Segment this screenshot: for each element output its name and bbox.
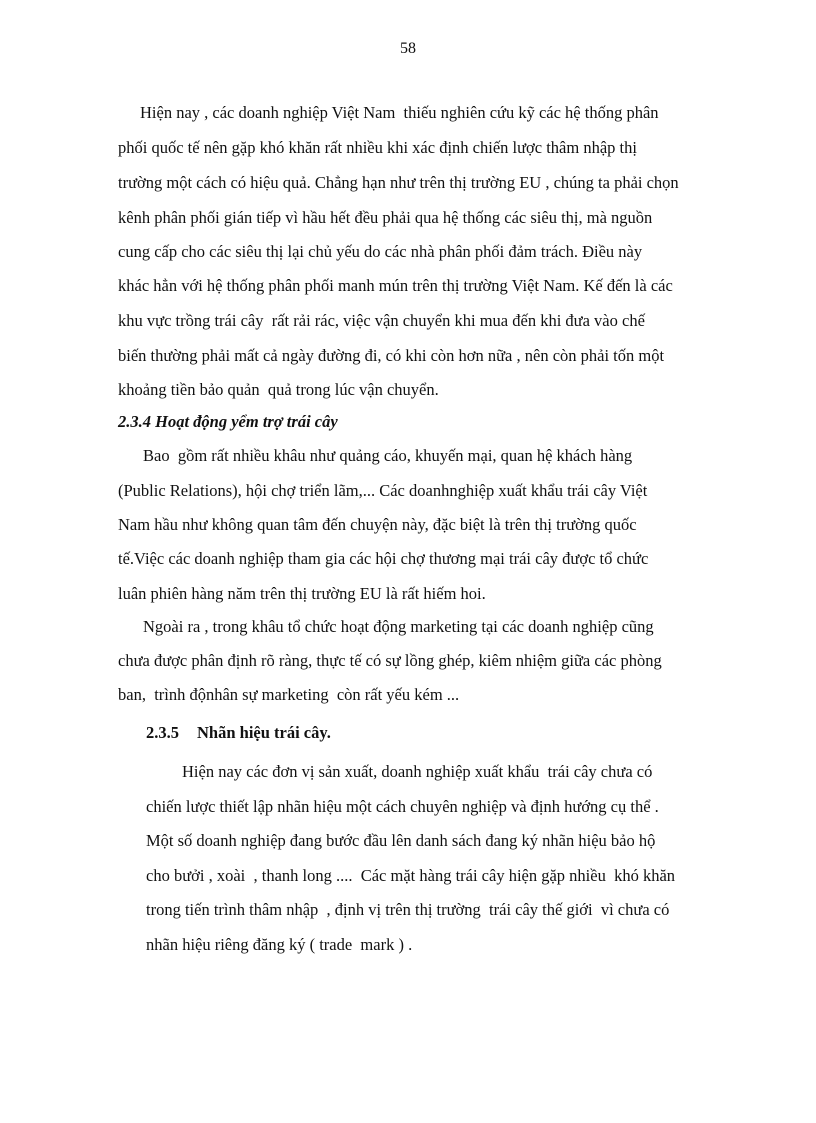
paragraph-1-line: phối quốc tế nên gặp khó khăn rất nhiều khi xác định chiến lược thâm nhập thị	[118, 138, 637, 157]
paragraph-1-line: trường một cách có hiệu quả. Chẳng hạn như trên thị trường EU , chúng ta phải chọn	[118, 173, 679, 192]
section-title: Nhãn hiệu trái cây.	[197, 723, 331, 742]
paragraph-4-line: chiến lược thiết lập nhãn hiệu một cách chuyên nghiệp và định hướng cụ thể .	[146, 797, 659, 816]
paragraph-2-line: tế.Việc các doanh nghiệp tham gia các hội chợ thương mại trái cây được tổ chức	[118, 549, 649, 568]
paragraph-1-line: Hiện nay , các doanh nghiệp Việt Nam thiếu nghiên cứu kỹ các hệ thống phân	[140, 103, 659, 122]
paragraph-4-line: Hiện nay các đơn vị sản xuất, doanh nghiệp xuất khẩu trái cây chưa có	[182, 762, 653, 781]
paragraph-1-line: kênh phân phối gián tiếp vì hầu hết đều phải qua hệ thống các siêu thị, mà nguồn	[118, 208, 653, 227]
paragraph-4-line: trong tiến trình thâm nhập , định vị trên thị trường trái cây thế giới vì chưa có	[146, 900, 670, 919]
paragraph-4-line: Một số doanh nghiệp đang bước đầu lên danh sách đang ký nhãn hiệu bảo hộ	[146, 831, 656, 850]
paragraph-2-line: Nam hầu như không quan tâm đến chuyện này, đặc biệt là trên thị trường quốc	[118, 515, 637, 534]
paragraph-2-line: Bao gồm rất nhiều khâu như quảng cáo, khuyến mại, quan hệ khách hàng	[143, 446, 633, 465]
paragraph-1-line: khoảng tiền bảo quản quả trong lúc vận chuyển.	[118, 380, 439, 399]
section-number: 2.3.5	[146, 723, 179, 742]
paragraph-3-line: chưa được phân định rõ ràng, thực tế có sự lồng ghép, kiêm nhiệm giữa các phòng	[118, 651, 662, 670]
paragraph-3-line: Ngoài ra , trong khâu tổ chức hoạt động marketing tại các doanh nghiệp cũng	[143, 617, 654, 636]
section-heading-2-3-4: 2.3.4 Hoạt động yểm trợ trái cây	[118, 412, 338, 431]
paragraph-2-line: luân phiên hàng năm trên thị trường EU là rất hiếm hoi.	[118, 584, 486, 603]
paragraph-1-line: khác hẳn với hệ thống phân phối manh mún trên thị trường Việt Nam. Kế đến là các	[118, 276, 673, 295]
page-number: 58	[400, 40, 416, 57]
paragraph-2-line: (Public Relations), hội chợ triển lãm,... Các doanhnghiệp xuất khẩu trái cây Việt	[118, 481, 648, 500]
paragraph-4-line: nhãn hiệu riêng đăng ký ( trade mark ) .	[146, 935, 413, 954]
paragraph-1-line: biến thường phải mất cả ngày đường đi, có khi còn hơn nữa , nên còn phải tốn một	[118, 346, 665, 365]
paragraph-3-line: ban, trình độnhân sự marketing còn rất yếu kém ...	[118, 685, 460, 704]
paragraph-4-line: cho bưởi , xoài , thanh long .... Các mặt hàng trái cây hiện gặp nhiều khó khăn	[146, 866, 676, 885]
paragraph-1-line: cung cấp cho các siêu thị lại chủ yếu do các nhà phân phối đảm trách. Điều này	[118, 242, 643, 261]
paragraph-1-line: khu vực trồng trái cây rất rải rác, việc vận chuyển khi mua đến khi đưa vào chế	[118, 311, 645, 330]
